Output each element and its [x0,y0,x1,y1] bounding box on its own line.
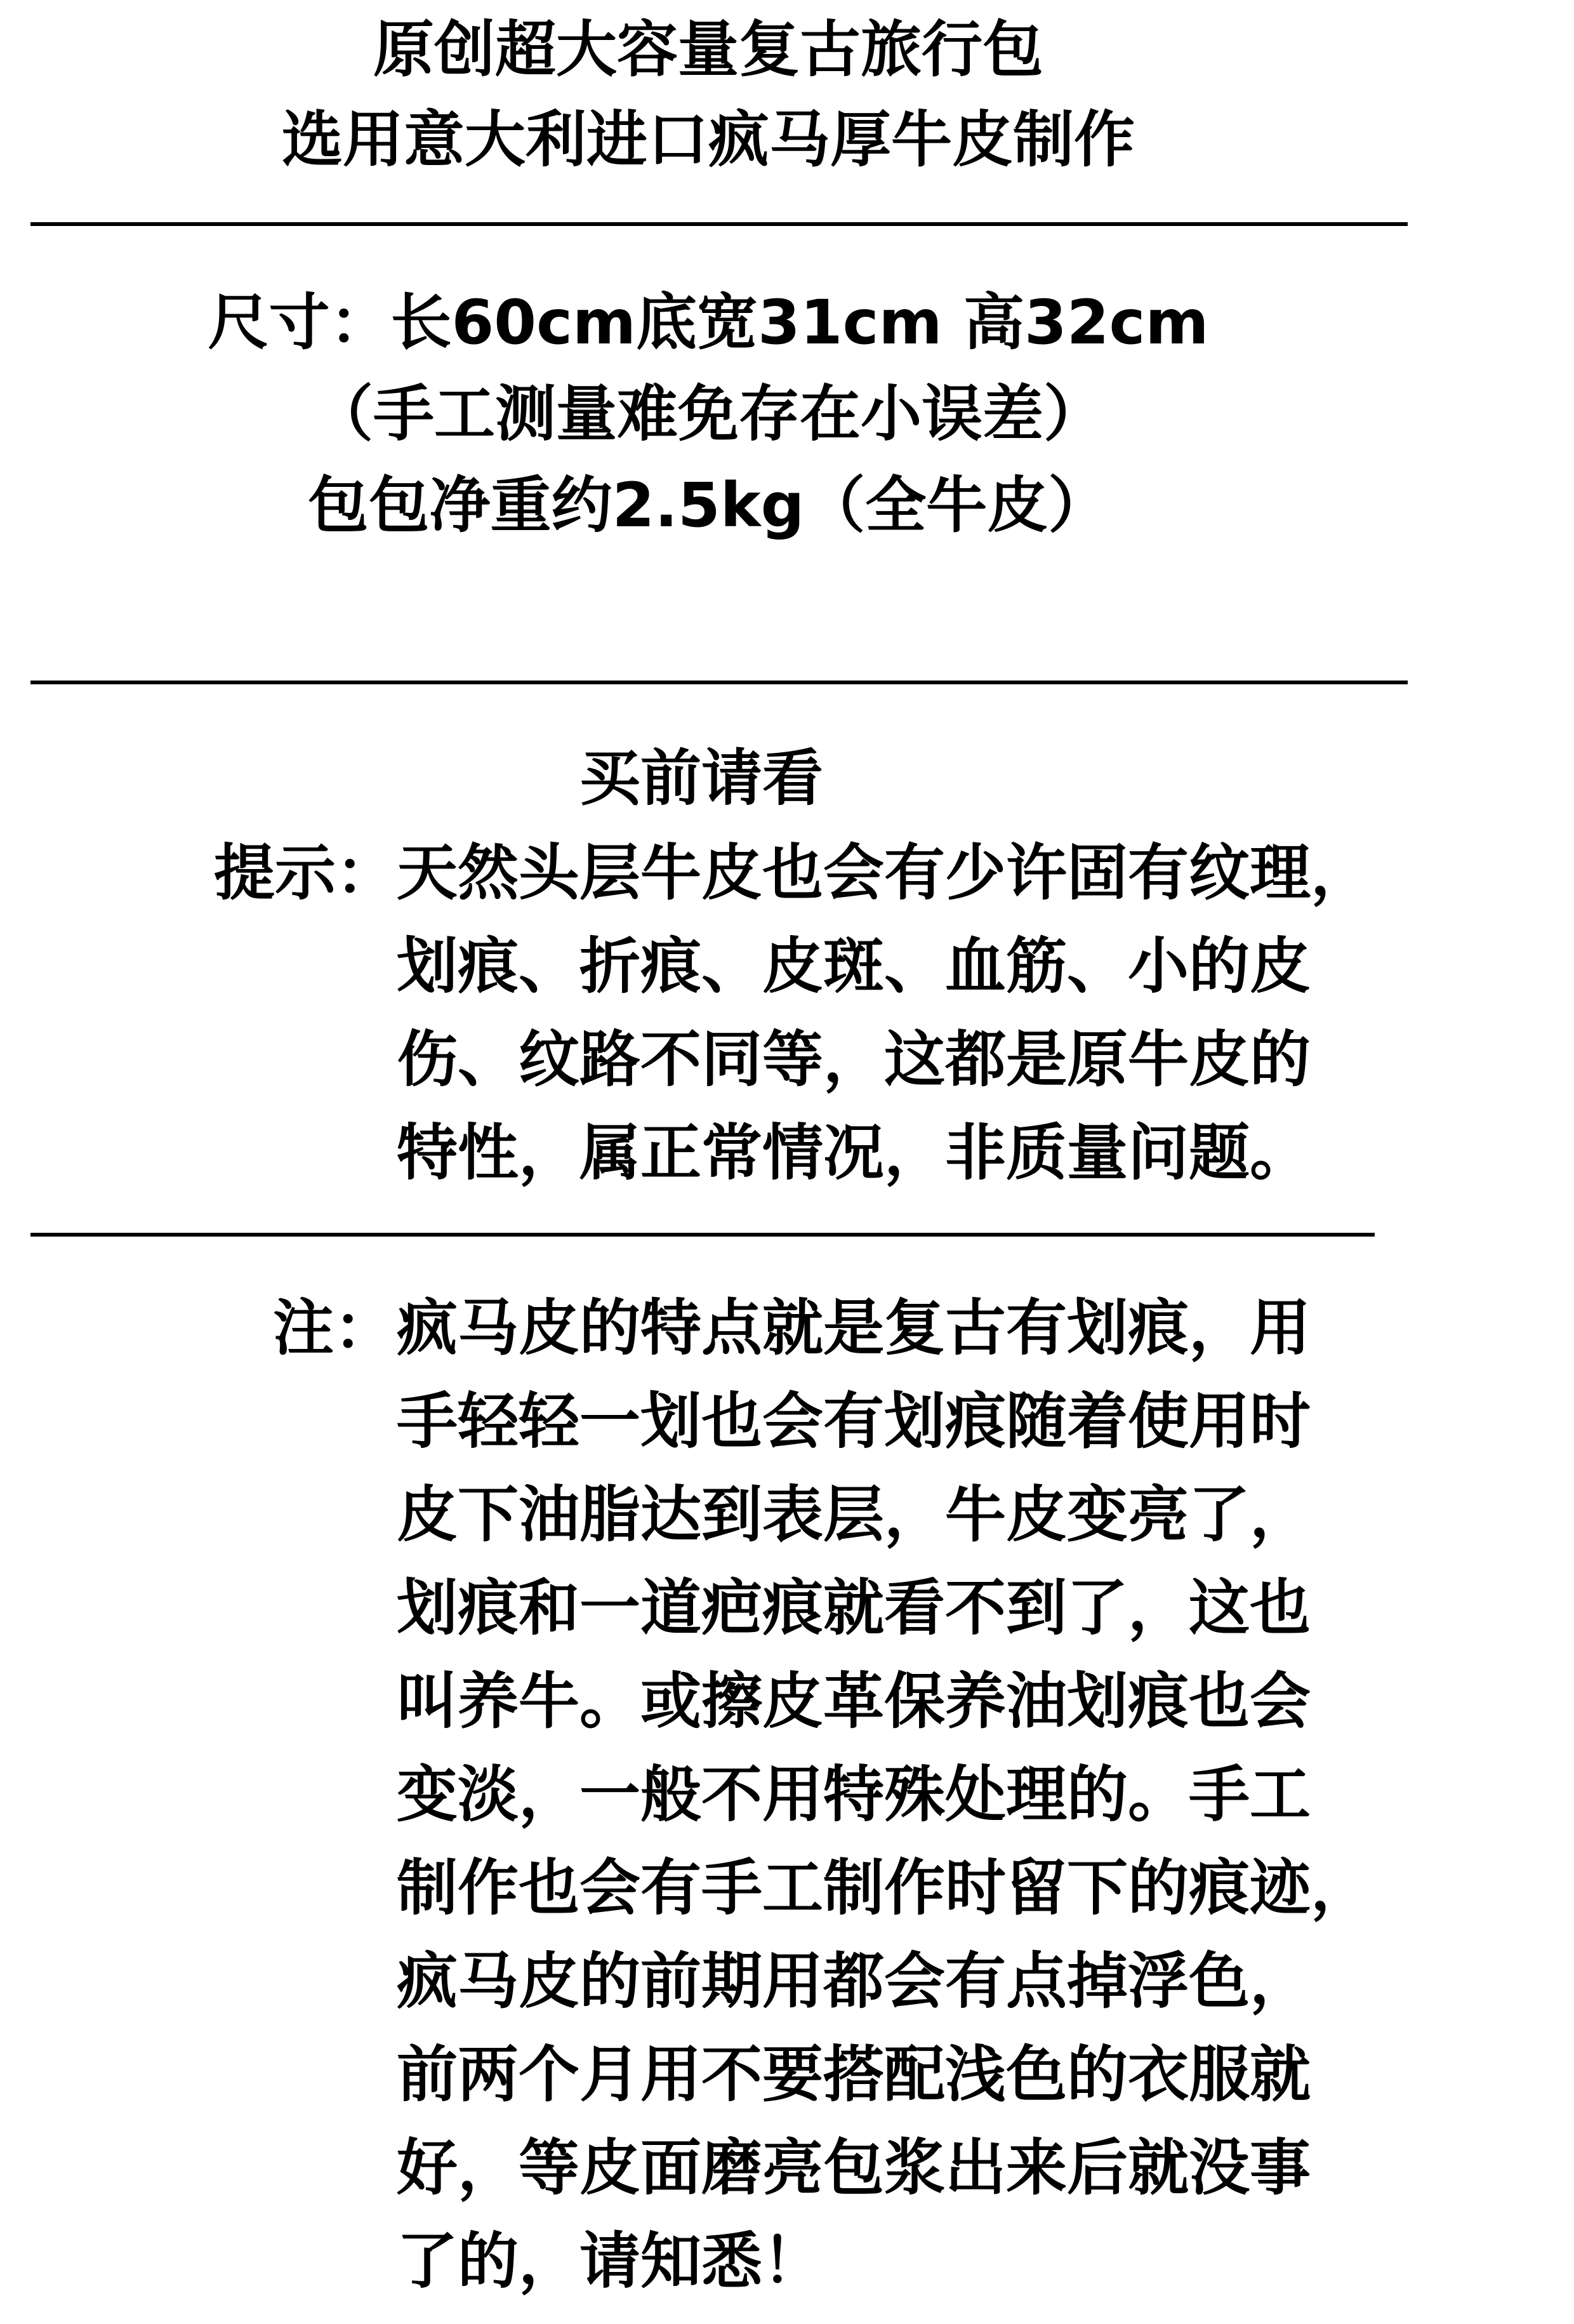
title-line-2: 选用意大利进口疯马厚牛皮制作 [282,104,1135,175]
tip-line: 划痕、折痕、皮斑、血筋、小的皮 [397,931,1311,1002]
tip-line: 特性，属正常情况，非质量问题。 [397,1117,1311,1188]
notice-heading: 买前请看 [579,743,823,814]
note-line: 变淡，一般不用特殊处理的。手工 [397,1759,1311,1830]
tip-label: 提示： [214,837,397,908]
note-line: 划痕和一道疤痕就看不到了，这也 [397,1572,1311,1643]
title-line-1: 原创超大容量复古旅行包 [373,14,1043,85]
size-spec: 尺寸：长60cm底宽31cm 高32cm [208,287,1209,358]
note-line: 疯马皮的特点就是复古有划痕，用 [397,1292,1311,1364]
note-line: 好，等皮面磨亮包浆出来后就没事 [397,2132,1311,2203]
note-line: 叫养牛。或擦皮革保养油划痕也会 [397,1666,1311,1737]
tip-line: 天然头层牛皮也会有少许固有纹理， [397,837,1372,908]
note-line: 皮下油脂达到表层，牛皮变亮了， [397,1479,1311,1550]
tip-text [397,837,1387,1216]
tip-line: 伤、纹路不同等，这都是原牛皮的 [397,1024,1311,1095]
note-line: 手轻轻一划也会有划痕随着使用时 [397,1386,1311,1457]
weight-spec: 包包净重约2.5kg（全牛皮） [307,470,1109,541]
divider [30,681,1408,684]
note-line: 前两个月用不要搭配浅色的衣服就 [397,2039,1311,2110]
note-line: 制作也会有手工制作时留下的痕迹， [397,1852,1372,1923]
divider [30,1233,1375,1237]
note-line: 了的，请知悉！ [397,2226,823,2297]
note-line: 疯马皮的前期用都会有点掉浮色， [397,1946,1311,2017]
divider [30,222,1408,226]
note-text [397,1292,1387,2324]
note-label: 注： [273,1292,395,1364]
measurement-note: （手工测量难免存在小误差） [312,378,1104,449]
